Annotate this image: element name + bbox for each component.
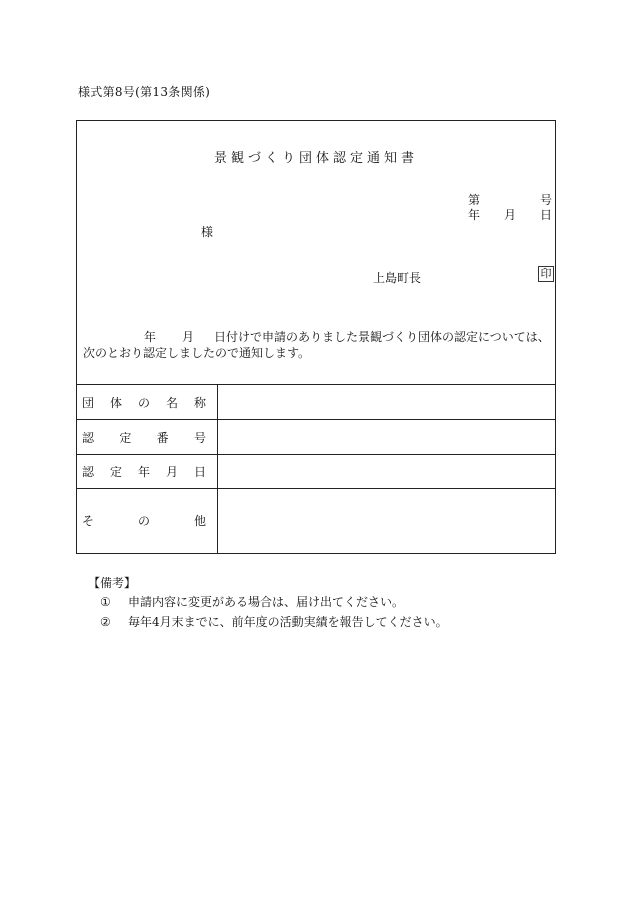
notice-frame [76, 120, 556, 554]
issuer-name: 上島町長 [373, 271, 422, 285]
table-row [76, 385, 556, 420]
remark-item [88, 612, 448, 632]
date-day: 日 [539, 208, 552, 222]
remark-number: ② [100, 615, 111, 629]
remarks-section [88, 574, 448, 632]
date-month: 月 [503, 208, 516, 222]
body-month: 月 [182, 330, 195, 344]
remark-item [88, 592, 448, 612]
number-suffix: 号 [539, 193, 552, 207]
remarks-heading: 【備考】 [88, 576, 137, 590]
field-label-certification-number: 認 定 番 号 [76, 420, 218, 455]
table-row [76, 489, 556, 553]
field-value-other[interactable] [218, 489, 557, 553]
field-value-certification-number[interactable] [218, 420, 557, 455]
document-numbering [468, 193, 552, 223]
date-year: 年 [468, 208, 481, 222]
body-year: 年 [144, 330, 157, 344]
remark-text: 申請内容に変更がある場合は、届け出てください。 [128, 595, 405, 609]
form-number-label: 様式第8号(第13条関係) [78, 85, 211, 99]
remark-number: ① [100, 595, 111, 609]
addressee-honorific: 様 [201, 225, 214, 239]
number-prefix: 第 [468, 193, 481, 207]
certification-table [76, 384, 556, 553]
field-value-group-name[interactable] [218, 385, 557, 420]
field-label-certification-date: 認 定 年 月 日 [76, 455, 218, 489]
notice-body [83, 329, 549, 361]
body-sentence: 日付けで申請のありました景観づくり団体の認定については、 [214, 330, 550, 344]
field-value-certification-date[interactable] [218, 455, 557, 489]
body-line-1 [83, 329, 549, 345]
number-row [468, 193, 552, 208]
date-row [468, 208, 552, 223]
body-line-2: 次のとおり認定しましたので通知します。 [83, 346, 311, 360]
seal-mark: 印 [538, 266, 554, 282]
table-row [76, 455, 556, 489]
field-label-group-name: 団 体 の 名 称 [76, 385, 218, 420]
document-title: 景観づくり団体認定通知書 [213, 151, 418, 166]
remark-text: 毎年4月末までに、前年度の活動実績を報告してください。 [128, 615, 448, 629]
table-row [76, 420, 556, 455]
field-label-other: そ の 他 [76, 489, 218, 553]
